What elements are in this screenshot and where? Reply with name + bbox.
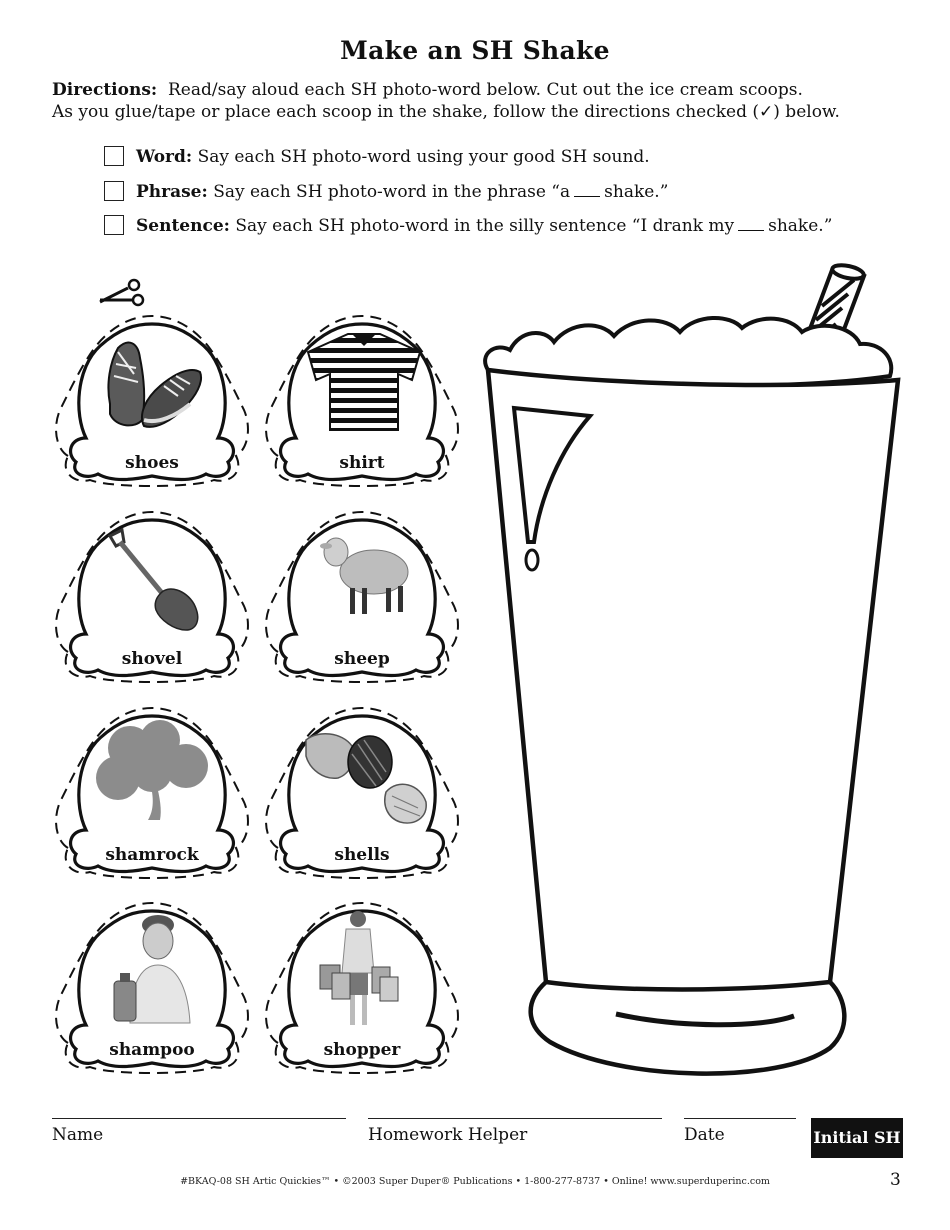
shells-photo — [302, 726, 430, 830]
homework-helper-line[interactable] — [368, 1118, 662, 1119]
phrase-blank — [574, 184, 600, 197]
directions-line-1 — [52, 79, 803, 101]
name-line[interactable] — [52, 1118, 346, 1119]
date-label: Date — [684, 1125, 725, 1145]
scoop-shampoo[interactable] — [52, 893, 252, 1079]
scoop-word: shells — [334, 845, 390, 865]
scoop-word: shirt — [339, 453, 385, 473]
word-checkbox[interactable] — [104, 146, 124, 166]
option-sentence-ending: shake.” — [768, 216, 833, 236]
option-phrase-ending: shake.” — [604, 182, 669, 202]
directions-text-1: Read/say aloud each SH photo-word below. Cut out the ice cream scoops. — [168, 80, 803, 100]
sentence-blank — [738, 218, 764, 231]
option-sentence-instruction: Say each SH photo-word in the silly sentence “I drank my — [235, 216, 735, 236]
scoop-word: shampoo — [109, 1040, 195, 1060]
option-sentence-label: Sentence: — [136, 216, 230, 236]
directions-label: Directions: — [52, 80, 158, 100]
phrase-checkbox[interactable] — [104, 181, 124, 201]
directions-line-2: As you glue/tape or place each scoop in the shake, follow the directions checked (✓) below. — [52, 102, 840, 122]
scoop-word: shamrock — [105, 845, 199, 865]
scoop-word: shovel — [121, 649, 183, 669]
shampoo-photo — [110, 911, 200, 1029]
shirt-photo — [302, 328, 426, 434]
name-label: Name — [52, 1125, 104, 1145]
scoop-word: shoes — [125, 453, 179, 473]
shoes-photo — [104, 324, 204, 434]
scoop-shoes[interactable] — [52, 306, 252, 492]
scoop-shells[interactable] — [262, 698, 462, 884]
milkshake-glass-illustration — [480, 258, 906, 1088]
option-word-instruction: Say each SH photo-word using your good SH sound. — [197, 147, 650, 167]
scoop-word: shopper — [323, 1040, 401, 1060]
page-number: 3 — [890, 1170, 901, 1190]
scoop-shamrock[interactable] — [52, 698, 252, 884]
scoop-shopper[interactable] — [262, 893, 462, 1079]
scoop-shirt[interactable] — [262, 306, 462, 492]
sheep-photo — [318, 528, 414, 620]
scoop-shovel[interactable] — [52, 502, 252, 688]
scoop-sheep[interactable] — [262, 502, 462, 688]
shopper-photo — [318, 909, 400, 1033]
initial-sh-badge: Initial SH — [811, 1118, 903, 1158]
option-word-label: Word: — [136, 147, 193, 167]
sentence-checkbox[interactable] — [104, 215, 124, 235]
date-line[interactable] — [684, 1118, 796, 1119]
page-title: Make an SH Shake — [340, 36, 610, 65]
option-word-text — [136, 146, 650, 168]
footer-publisher-info: #BKAQ-08 SH Artic Quickies™ • ©2003 Super Duper® Publications • 1-800-277-8737 • Online! www.superduperinc.com — [180, 1176, 770, 1187]
option-phrase-instruction: Say each SH photo-word in the phrase “a — [213, 182, 571, 202]
option-phrase-label: Phrase: — [136, 182, 208, 202]
shovel-photo — [108, 528, 208, 634]
scoop-word: sheep — [334, 649, 390, 669]
option-phrase-text — [136, 181, 668, 203]
option-sentence-text — [136, 215, 832, 237]
homework-helper-label: Homework Helper — [368, 1125, 528, 1145]
shamrock-photo — [90, 718, 216, 822]
